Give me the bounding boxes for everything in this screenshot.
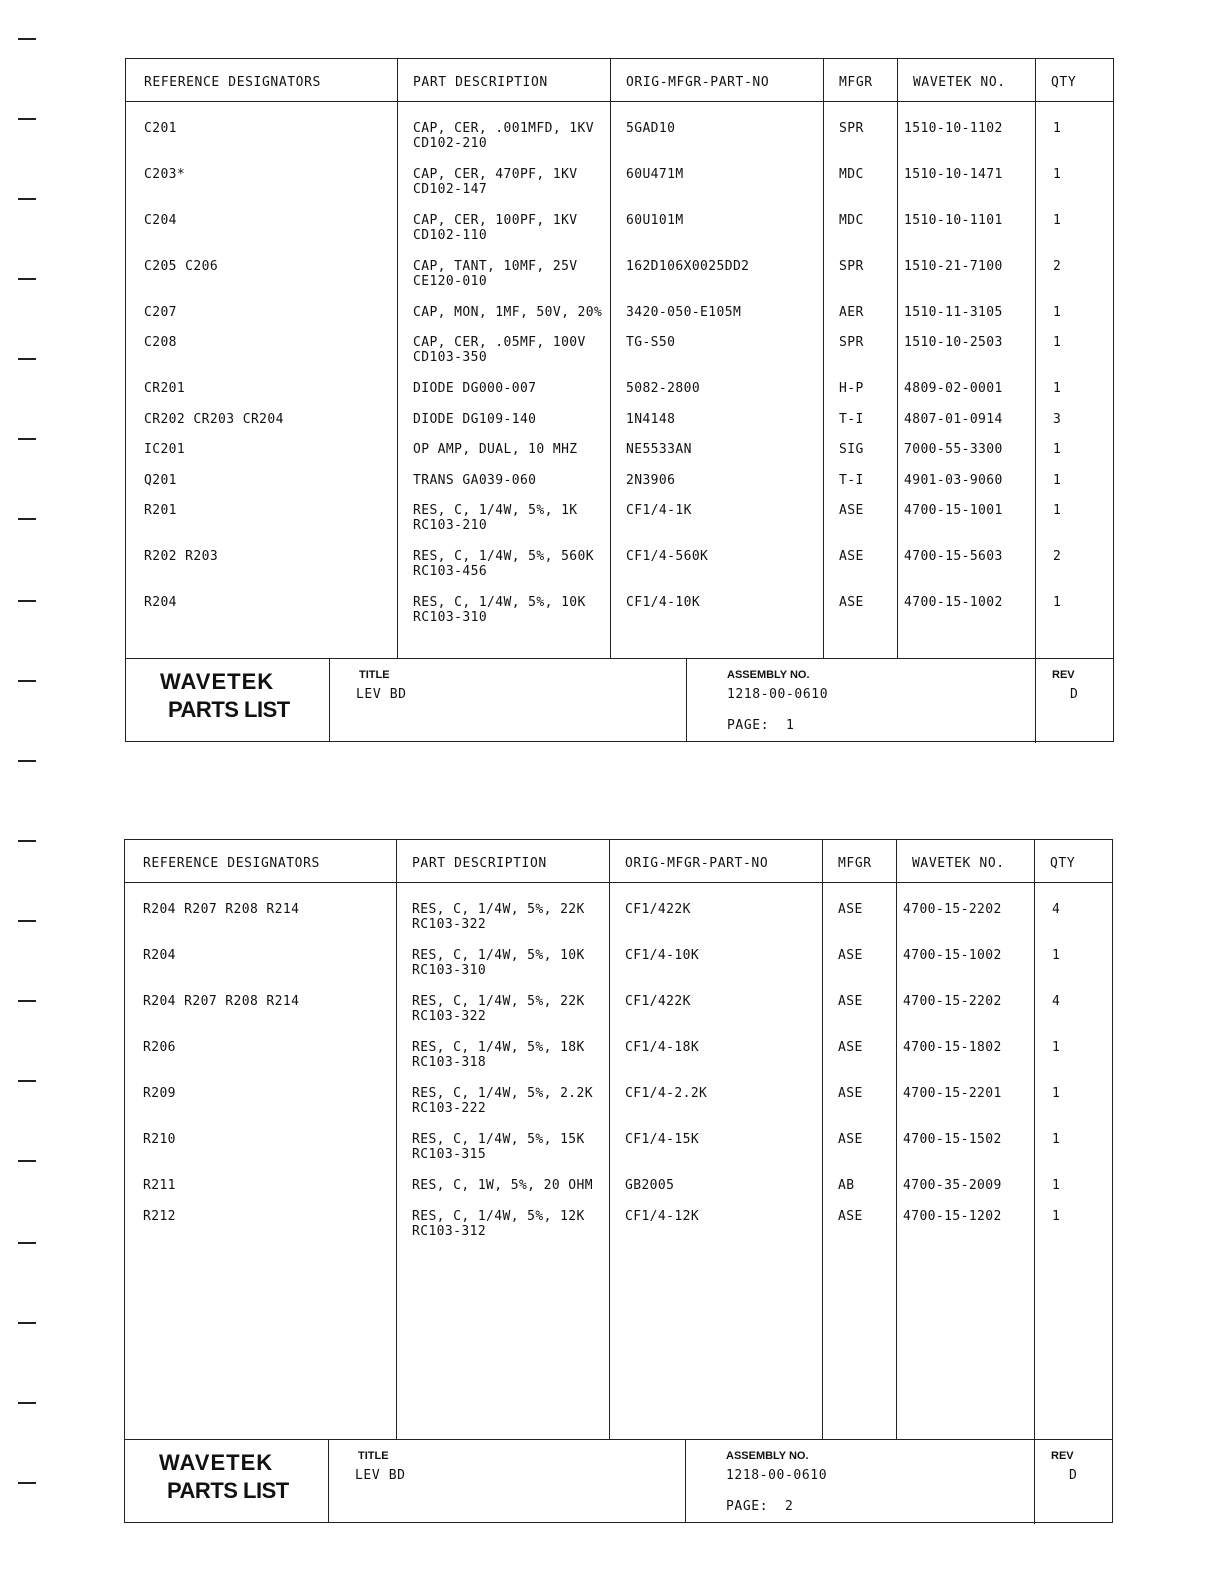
row-qty: 1 — [1053, 213, 1062, 228]
page-label — [727, 718, 794, 733]
row-ref: C204 — [144, 213, 177, 228]
row-desc-line1: CAP, CER, .001MFD, 1KV — [413, 121, 594, 136]
row-orig: CF1/4-1K — [626, 503, 692, 518]
row-wavetek-no: 4700-35-2009 — [903, 1178, 1002, 1193]
row-qty: 1 — [1053, 121, 1062, 136]
row-wavetek-no: 1510-10-1471 — [904, 167, 1003, 182]
header-reference-designators: REFERENCE DESIGNATORS — [143, 856, 320, 871]
header-wavetek-no: WAVETEK NO. — [912, 856, 1005, 871]
edge-tick — [18, 840, 36, 842]
header-wavetek-no: WAVETEK NO. — [913, 75, 1006, 90]
row-orig: TG-S50 — [626, 335, 676, 350]
title-block — [125, 1439, 1112, 1522]
row-qty: 1 — [1053, 595, 1062, 610]
row-desc-line1: RES, C, 1/4W, 5%, 1K — [413, 503, 578, 518]
row-wavetek-no: 4700-15-1002 — [903, 948, 1002, 963]
rev-value: D — [1070, 687, 1079, 702]
row-orig: CF1/4-10K — [625, 948, 700, 963]
header-mfgr: MFGR — [839, 75, 873, 90]
row-mfgr: SPR — [839, 335, 864, 350]
row-ref: C207 — [144, 305, 177, 320]
header-part-description: PART DESCRIPTION — [413, 75, 548, 90]
row-desc-line1: DIODE DG000-007 — [413, 381, 537, 396]
row-qty: 1 — [1053, 503, 1062, 518]
row-qty: 1 — [1053, 167, 1062, 182]
row-desc-line2: RC103-456 — [413, 564, 488, 579]
row-wavetek-no: 4700-15-1202 — [903, 1209, 1002, 1224]
row-orig: CF1/422K — [625, 902, 691, 917]
row-desc-line1: RES, C, 1/4W, 5%, 18K — [412, 1040, 585, 1055]
row-qty: 1 — [1052, 1086, 1061, 1101]
row-mfgr: SPR — [839, 121, 864, 136]
edge-tick — [18, 198, 36, 200]
parts-list-label: PARTS LIST — [167, 1478, 289, 1503]
row-qty: 1 — [1052, 948, 1061, 963]
edge-tick — [18, 920, 36, 922]
row-mfgr: MDC — [839, 167, 864, 182]
row-orig: NE5533AN — [626, 442, 692, 457]
header-part-description: PART DESCRIPTION — [412, 856, 547, 871]
row-ref: R204 — [144, 595, 177, 610]
edge-tick — [18, 1160, 36, 1162]
row-wavetek-no: 4809-02-0001 — [904, 381, 1003, 396]
page-label-text: PAGE: — [727, 718, 770, 733]
row-ref: R204 R207 R208 R214 — [143, 994, 300, 1009]
row-desc-line2: RC103-322 — [412, 917, 487, 932]
row-mfgr: ASE — [838, 994, 863, 1009]
header-orig-mfgr-part-no: ORIG-MFGR-PART-NO — [625, 856, 769, 871]
row-wavetek-no: 7000-55-3300 — [904, 442, 1003, 457]
row-qty: 1 — [1053, 305, 1062, 320]
edge-tick — [18, 1080, 36, 1082]
edge-tick — [18, 438, 36, 440]
row-desc-line2: CD102-110 — [413, 228, 488, 243]
row-desc-line2: RC103-310 — [413, 610, 488, 625]
row-desc-line2: CD102-147 — [413, 182, 488, 197]
row-qty: 1 — [1052, 1178, 1061, 1193]
edge-tick — [18, 518, 36, 520]
row-wavetek-no: 4700-15-1802 — [903, 1040, 1002, 1055]
row-wavetek-no: 1510-10-1102 — [904, 121, 1003, 136]
header-reference-designators: REFERENCE DESIGNATORS — [144, 75, 321, 90]
row-orig: CF1/422K — [625, 994, 691, 1009]
row-desc-line1: RES, C, 1/4W, 5%, 22K — [412, 994, 585, 1009]
row-wavetek-no: 4807-01-0914 — [904, 412, 1003, 427]
row-qty: 3 — [1053, 412, 1062, 427]
row-desc-line1: CAP, CER, 470PF, 1KV — [413, 167, 578, 182]
row-orig: 3420-050-E105M — [626, 305, 742, 320]
row-wavetek-no: 4700-15-1001 — [904, 503, 1003, 518]
wavetek-parts-list-logo — [125, 1440, 328, 1522]
row-desc-line1: RES, C, 1/4W, 5%, 10K — [412, 948, 585, 963]
row-desc-line1: RES, C, 1/4W, 5%, 15K — [412, 1132, 585, 1147]
row-ref: R206 — [143, 1040, 176, 1055]
row-desc-line1: DIODE DG109-140 — [413, 412, 537, 427]
row-ref: R202 R203 — [144, 549, 219, 564]
edge-tick — [18, 358, 36, 360]
row-mfgr: H-P — [839, 381, 864, 396]
row-ref: R204 R207 R208 R214 — [143, 902, 300, 917]
assembly-value: 1218-00-0610 — [727, 687, 829, 702]
row-ref: C203* — [144, 167, 186, 182]
row-qty: 1 — [1053, 335, 1062, 350]
row-desc-line1: CAP, MON, 1MF, 50V, 20% — [413, 305, 603, 320]
row-wavetek-no: 1510-21-7100 — [904, 259, 1003, 274]
row-qty: 1 — [1053, 473, 1062, 488]
row-mfgr: ASE — [838, 1209, 863, 1224]
wavetek-logo: WAVETEK — [159, 1450, 274, 1475]
rev-value: D — [1069, 1468, 1078, 1483]
assembly-label: ASSEMBLY NO. — [727, 669, 810, 681]
edge-tick — [18, 1482, 36, 1484]
row-qty: 1 — [1052, 1132, 1061, 1147]
row-desc-line1: RES, C, 1W, 5%, 20 OHM — [412, 1178, 593, 1193]
row-orig: 1N4148 — [626, 412, 676, 427]
edge-tick — [18, 680, 36, 682]
assembly-value: 1218-00-0610 — [726, 1468, 828, 1483]
row-desc-line2: RC103-312 — [412, 1224, 487, 1239]
row-mfgr: ASE — [839, 503, 864, 518]
row-wavetek-no: 4700-15-1502 — [903, 1132, 1002, 1147]
title-block — [126, 658, 1113, 741]
header-mfgr: MFGR — [838, 856, 872, 871]
row-desc-line1: OP AMP, DUAL, 10 MHZ — [413, 442, 578, 457]
row-desc-line1: RES, C, 1/4W, 5%, 12K — [412, 1209, 585, 1224]
edge-tick — [18, 118, 36, 120]
row-wavetek-no: 4901-03-9060 — [904, 473, 1003, 488]
row-desc-line2: RC103-222 — [412, 1101, 487, 1116]
row-ref: C201 — [144, 121, 177, 136]
row-mfgr: ASE — [839, 549, 864, 564]
edge-tick — [18, 1322, 36, 1324]
row-mfgr: ASE — [838, 1040, 863, 1055]
row-mfgr: AER — [839, 305, 864, 320]
row-orig: 5GAD10 — [626, 121, 676, 136]
parts-list-label: PARTS LIST — [168, 697, 290, 722]
row-orig: CF1/4-15K — [625, 1132, 700, 1147]
row-orig: CF1/4-12K — [625, 1209, 700, 1224]
row-desc-line2: RC103-310 — [412, 963, 487, 978]
row-ref: CR201 — [144, 381, 186, 396]
edge-tick — [18, 1000, 36, 1002]
row-desc-line2: RC103-210 — [413, 518, 488, 533]
edge-tick — [18, 38, 36, 40]
edge-tick — [18, 1242, 36, 1244]
page-number: 1 — [786, 718, 795, 733]
row-desc-line2: CD103-350 — [413, 350, 488, 365]
page-label — [726, 1499, 793, 1514]
row-qty: 1 — [1053, 442, 1062, 457]
row-orig: 60U101M — [626, 213, 684, 228]
assembly-label: ASSEMBLY NO. — [726, 1450, 809, 1462]
row-desc-line1: CAP, CER, 100PF, 1KV — [413, 213, 578, 228]
row-desc-line1: RES, C, 1/4W, 5%, 560K — [413, 549, 594, 564]
title-value: LEV BD — [356, 687, 407, 702]
row-desc-line2: CD102-210 — [413, 136, 488, 151]
edge-tick — [18, 278, 36, 280]
row-ref: CR202 CR203 CR204 — [144, 412, 284, 427]
row-desc-line1: CAP, TANT, 10MF, 25V — [413, 259, 578, 274]
row-desc-line1: RES, C, 1/4W, 5%, 22K — [412, 902, 585, 917]
row-ref: R210 — [143, 1132, 176, 1147]
row-orig: 60U471M — [626, 167, 684, 182]
row-mfgr: ASE — [838, 1132, 863, 1147]
wavetek-logo: WAVETEK — [160, 669, 275, 694]
row-orig: CF1/4-10K — [626, 595, 701, 610]
parts-list-sheet-1 — [125, 58, 1114, 742]
header-qty: QTY — [1051, 75, 1077, 90]
row-desc-line2: RC103-322 — [412, 1009, 487, 1024]
row-desc-line1: TRANS GA039-060 — [413, 473, 537, 488]
row-mfgr: SPR — [839, 259, 864, 274]
row-ref: R201 — [144, 503, 177, 518]
row-desc-line1: CAP, CER, .05MF, 100V — [413, 335, 586, 350]
edge-tick — [18, 760, 36, 762]
row-mfgr: ASE — [838, 1086, 863, 1101]
row-wavetek-no: 1510-10-1101 — [904, 213, 1003, 228]
rev-label: REV — [1052, 669, 1075, 681]
title-label: TITLE — [359, 669, 390, 681]
row-desc-line1: RES, C, 1/4W, 5%, 10K — [413, 595, 586, 610]
row-orig: CF1/4-18K — [625, 1040, 700, 1055]
row-mfgr: MDC — [839, 213, 864, 228]
header-orig-mfgr-part-no: ORIG-MFGR-PART-NO — [626, 75, 770, 90]
parts-list-sheet-2 — [124, 839, 1113, 1523]
row-qty: 4 — [1052, 994, 1061, 1009]
row-ref: R204 — [143, 948, 176, 963]
row-wavetek-no: 1510-11-3105 — [904, 305, 1003, 320]
row-mfgr: AB — [838, 1178, 855, 1193]
wavetek-parts-list-logo — [126, 659, 329, 741]
rev-label: REV — [1051, 1450, 1074, 1462]
row-mfgr: ASE — [839, 595, 864, 610]
row-mfgr: T-I — [839, 412, 864, 427]
title-label: TITLE — [358, 1450, 389, 1462]
row-qty: 1 — [1052, 1209, 1061, 1224]
row-ref: R211 — [143, 1178, 176, 1193]
row-ref: R212 — [143, 1209, 176, 1224]
row-mfgr: ASE — [838, 948, 863, 963]
edge-tick — [18, 1402, 36, 1404]
row-wavetek-no: 4700-15-2202 — [903, 902, 1002, 917]
row-qty: 1 — [1053, 381, 1062, 396]
row-orig: CF1/4-560K — [626, 549, 709, 564]
row-mfgr: ASE — [838, 902, 863, 917]
row-mfgr: T-I — [839, 473, 864, 488]
row-wavetek-no: 4700-15-1002 — [904, 595, 1003, 610]
row-qty: 1 — [1052, 1040, 1061, 1055]
row-qty: 4 — [1052, 902, 1061, 917]
row-qty: 2 — [1053, 259, 1062, 274]
row-ref: R209 — [143, 1086, 176, 1101]
row-ref: C205 C206 — [144, 259, 219, 274]
row-ref: Q201 — [144, 473, 177, 488]
header-qty: QTY — [1050, 856, 1076, 871]
row-wavetek-no: 4700-15-2201 — [903, 1086, 1002, 1101]
row-orig: 5082-2800 — [626, 381, 701, 396]
row-wavetek-no: 1510-10-2503 — [904, 335, 1003, 350]
title-value: LEV BD — [355, 1468, 406, 1483]
row-desc-line2: RC103-315 — [412, 1147, 487, 1162]
row-desc-line1: RES, C, 1/4W, 5%, 2.2K — [412, 1086, 593, 1101]
row-ref: IC201 — [144, 442, 186, 457]
edge-tick — [18, 600, 36, 602]
row-orig: GB2005 — [625, 1178, 675, 1193]
row-orig: CF1/4-2.2K — [625, 1086, 708, 1101]
row-desc-line2: CE120-010 — [413, 274, 488, 289]
page-label-text: PAGE: — [726, 1499, 769, 1514]
row-wavetek-no: 4700-15-5603 — [904, 549, 1003, 564]
row-ref: C208 — [144, 335, 177, 350]
row-qty: 2 — [1053, 549, 1062, 564]
row-mfgr: SIG — [839, 442, 864, 457]
page-number: 2 — [785, 1499, 794, 1514]
row-desc-line2: RC103-318 — [412, 1055, 487, 1070]
row-orig: 2N3906 — [626, 473, 676, 488]
row-wavetek-no: 4700-15-2202 — [903, 994, 1002, 1009]
row-orig: 162D106X0025DD2 — [626, 259, 750, 274]
